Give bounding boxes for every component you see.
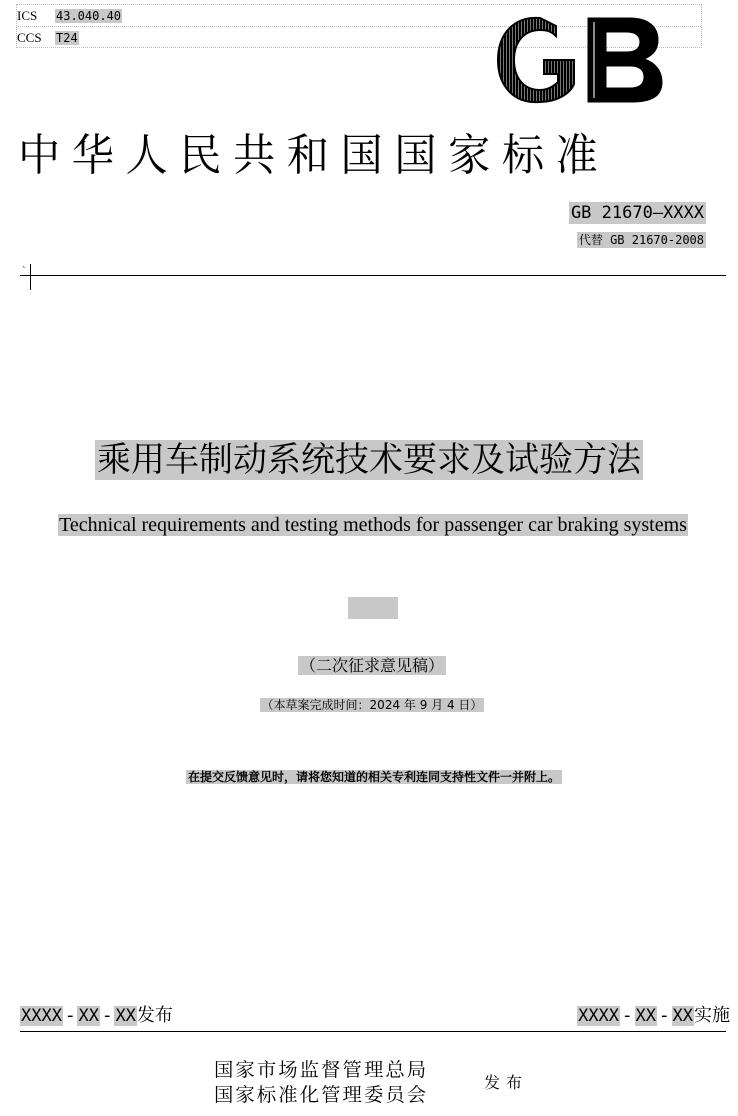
document-title-en[interactable]: Technical requirements and testing methods for passenger car braking systems [59, 514, 687, 536]
footer-rule [20, 1031, 726, 1032]
standard-number[interactable]: GB 21670—XXXX [570, 203, 704, 223]
draft-date[interactable]: （本草案完成时间：2024 年 9 月 4 日） [261, 698, 483, 712]
implement-date [577, 1004, 730, 1028]
cursor-tick-mark: ` [22, 267, 27, 277]
issue-sep-2: - [103, 1005, 111, 1026]
ics-label: ICS [17, 8, 38, 23]
ics-row [17, 8, 122, 24]
empty-highlight-field[interactable] [348, 597, 398, 619]
text-cursor [30, 264, 31, 290]
implement-day[interactable]: XX [672, 1006, 693, 1026]
implement-sep-1: - [624, 1005, 631, 1026]
document-title-cn[interactable]: 乘用车制动系统技术要求及试验方法 [97, 440, 641, 480]
draft-date-wrapper [0, 694, 738, 714]
ccs-value[interactable]: T24 [56, 31, 78, 45]
issue-sep-1: - [66, 1005, 74, 1026]
patent-notice[interactable]: 在提交反馈意见时，请将您知道的相关专利连同支持性文件一并附上。 [187, 770, 560, 784]
issue-month[interactable]: XX [78, 1006, 99, 1026]
ics-value[interactable]: 43.040.40 [56, 9, 122, 23]
draft-stage[interactable]: （二次征求意见稿） [299, 656, 444, 675]
issuer-samr: 国家市场监督管理总局 [214, 1059, 429, 1081]
implement-year[interactable]: XXXX [578, 1006, 620, 1026]
implement-month[interactable]: XX [635, 1006, 657, 1026]
issuing-authorities [214, 1058, 429, 1108]
title-cn-wrapper [0, 436, 738, 484]
issuer-sac: 国家标准化管理委员会 [214, 1084, 429, 1106]
issue-label: 发布 [136, 1005, 173, 1026]
draft-stage-wrapper [0, 655, 738, 677]
issuers-action: 发布 [484, 1073, 529, 1092]
national-standard-title: 中华人民共和国国家标准 [18, 130, 610, 181]
ccs-row [17, 30, 79, 46]
issue-year[interactable]: XXXX [21, 1006, 62, 1026]
gb-logo-icon [494, 14, 664, 106]
issue-day[interactable]: XX [115, 1006, 136, 1026]
implement-label: 实施 [694, 1005, 730, 1026]
implement-sep-2: - [661, 1005, 668, 1026]
replaces-standard[interactable]: 代替 GB 21670-2008 [578, 233, 704, 247]
ccs-label: CCS [17, 30, 42, 45]
title-en-wrapper [0, 512, 738, 538]
issue-date [20, 1004, 173, 1028]
notice-wrapper [0, 766, 738, 786]
header-rule [20, 275, 726, 276]
